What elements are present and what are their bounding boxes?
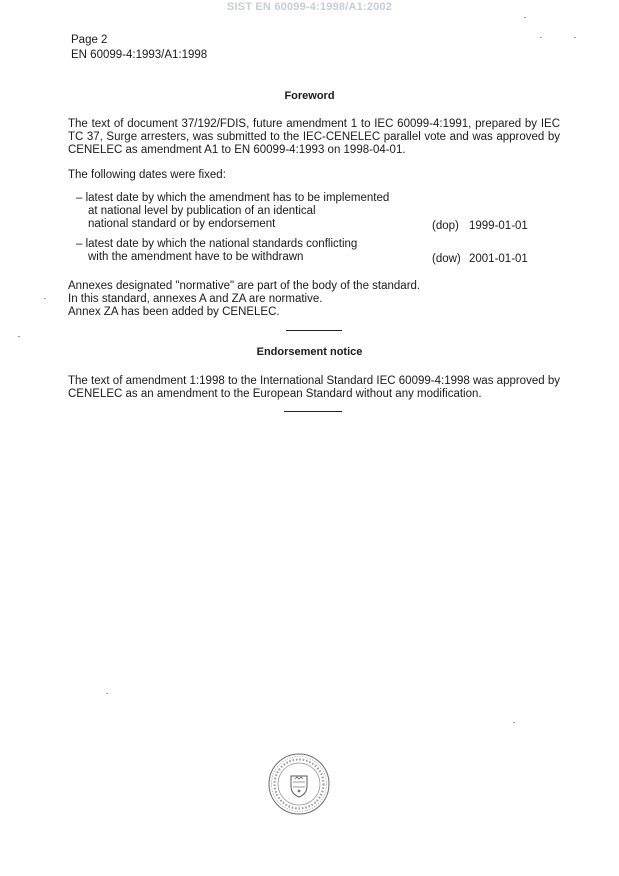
- dates-intro: The following dates were fixed:: [68, 169, 226, 181]
- dop-line-1: – latest date by which the amendment has to be implemented: [76, 192, 390, 204]
- page-identifier: [71, 33, 207, 62]
- endorsement-title: Endorsement notice: [256, 346, 363, 358]
- annex-line-2: In this standard, annexes A and ZA are normative.: [68, 293, 323, 305]
- dop-line-2: at national level by publication of an identical: [88, 205, 316, 217]
- foreword-title: Foreword: [284, 90, 335, 102]
- dow-item: [76, 238, 357, 264]
- dop-line-3: national standard or by endorsement: [88, 218, 276, 230]
- dow-date: 2001-01-01: [469, 253, 528, 265]
- document-number: EN 60099-4:1993/A1:1998: [71, 48, 208, 61]
- dop-code: (dop): [432, 220, 459, 232]
- document-reference-header: SIST EN 60099-4:1998/A1:2002: [226, 1, 393, 13]
- scan-speck: [540, 37, 542, 38]
- dow-code: (dow): [432, 253, 461, 265]
- annex-line-3: Annex ZA has been added by CENELEC.: [68, 306, 280, 318]
- section-divider: [286, 330, 342, 331]
- dop-date: 1999-01-01: [469, 220, 528, 232]
- official-seal-stamp: [267, 752, 331, 816]
- end-divider: [284, 411, 342, 412]
- seal-crest: [291, 776, 307, 797]
- scan-speck: [18, 336, 20, 337]
- page-label: Page 2: [71, 34, 108, 46]
- scan-speck: [574, 37, 576, 38]
- scan-speck: [513, 722, 515, 723]
- foreword-intro-paragraph: The text of document 37/192/FDIS, future amendment 1 to IEC 60099-4:1991, prepared by IEC TC 37, Surge arresters, was submitted to the IEC-CENELEC parallel vote and was approved by CENELEC as amendment A1 to EN 60099-4:1993 on 1998-04-01.: [68, 118, 560, 156]
- annex-line-1: Annexes designated "normative" are part of the body of the standard.: [68, 280, 421, 292]
- dow-line-1: – latest date by which the national standards conflicting: [76, 238, 358, 250]
- dop-item: [76, 192, 389, 231]
- scan-speck: [106, 693, 108, 694]
- endorsement-paragraph: The text of amendment 1:1998 to the International Standard IEC 60099-4:1998 was approved by CENELEC as an amendment to the European Standard without any modification.: [68, 375, 560, 400]
- scan-speck: [524, 17, 526, 18]
- annex-notes: [68, 280, 420, 319]
- dow-line-2: with the amendment have to be withdrawn: [88, 251, 304, 263]
- scan-speck: [44, 298, 46, 299]
